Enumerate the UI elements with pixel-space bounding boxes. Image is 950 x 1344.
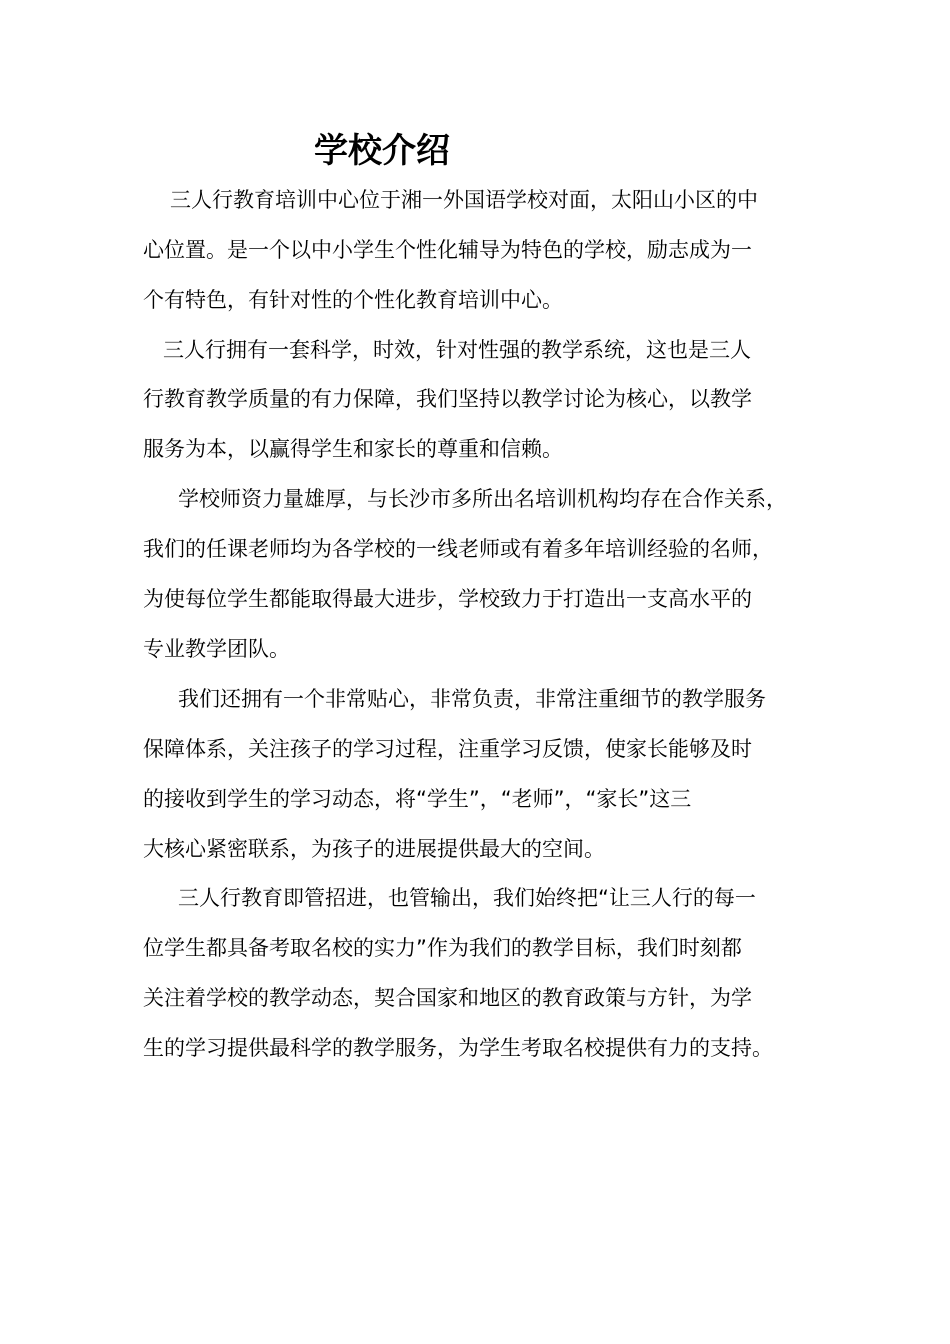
- paragraph-4-line-2: 保障体系，关注孩子的学习过程，注重学习反馈，使家长能够及时: [143, 737, 752, 761]
- paragraph-2-line-3: 服务为本，以赢得学生和家长的尊重和信赖。: [143, 437, 563, 461]
- paragraph-5-line-1: 三人行教育即管招进，也管输出，我们始终把“让三人行的每一: [178, 886, 756, 910]
- paragraph-1-line-3: 个有特色，有针对性的个性化教育培训中心。: [143, 288, 563, 312]
- paragraph-3-line-1: 学校师资力量雄厚，与长沙市多所出名培训机构均存在合作关系，: [178, 487, 787, 511]
- paragraph-5-line-2: 位学生都具备考取名校的实力”作为我们的教学目标，我们时刻都: [143, 936, 742, 960]
- paragraph-3-line-3: 为使每位学生都能取得最大进步，学校致力于打造出一支高水平的: [143, 587, 752, 611]
- paragraph-4-line-3: 的接收到学生的学习动态，将“学生”，“老师”，“家长”这三: [143, 787, 692, 811]
- paragraph-3-line-2: 我们的任课老师均为各学校的一线老师或有着多年培训经验的名师，: [143, 537, 773, 561]
- paragraph-5-line-3: 关注着学校的教学动态，契合国家和地区的教育政策与方针，为学: [143, 986, 752, 1010]
- paragraph-4-line-4: 大核心紧密联系，为孩子的进展提供最大的空间。: [143, 837, 605, 861]
- paragraph-5-line-4: 生的学习提供最科学的教学服务，为学生考取名校提供有力的支持。: [143, 1036, 773, 1060]
- paragraph-1-line-1: 三人行教育培训中心位于湘一外国语学校对面，太阳山小区的中: [170, 188, 758, 212]
- paragraph-4-line-1: 我们还拥有一个非常贴心，非常负责，非常注重细节的教学服务: [178, 687, 766, 711]
- paragraph-2-line-2: 行教育教学质量的有力保障，我们坚持以教学讨论为核心，以教学: [143, 387, 752, 411]
- paragraph-2-line-1: 三人行拥有一套科学，时效，针对性强的教学系统，这也是三人: [163, 338, 751, 362]
- document-title: 学校介绍: [314, 131, 450, 171]
- paragraph-3-line-4: 专业教学团队。: [143, 637, 290, 661]
- paragraph-1-line-2: 心位置。是一个以中小学生个性化辅导为特色的学校，励志成为一: [143, 238, 752, 262]
